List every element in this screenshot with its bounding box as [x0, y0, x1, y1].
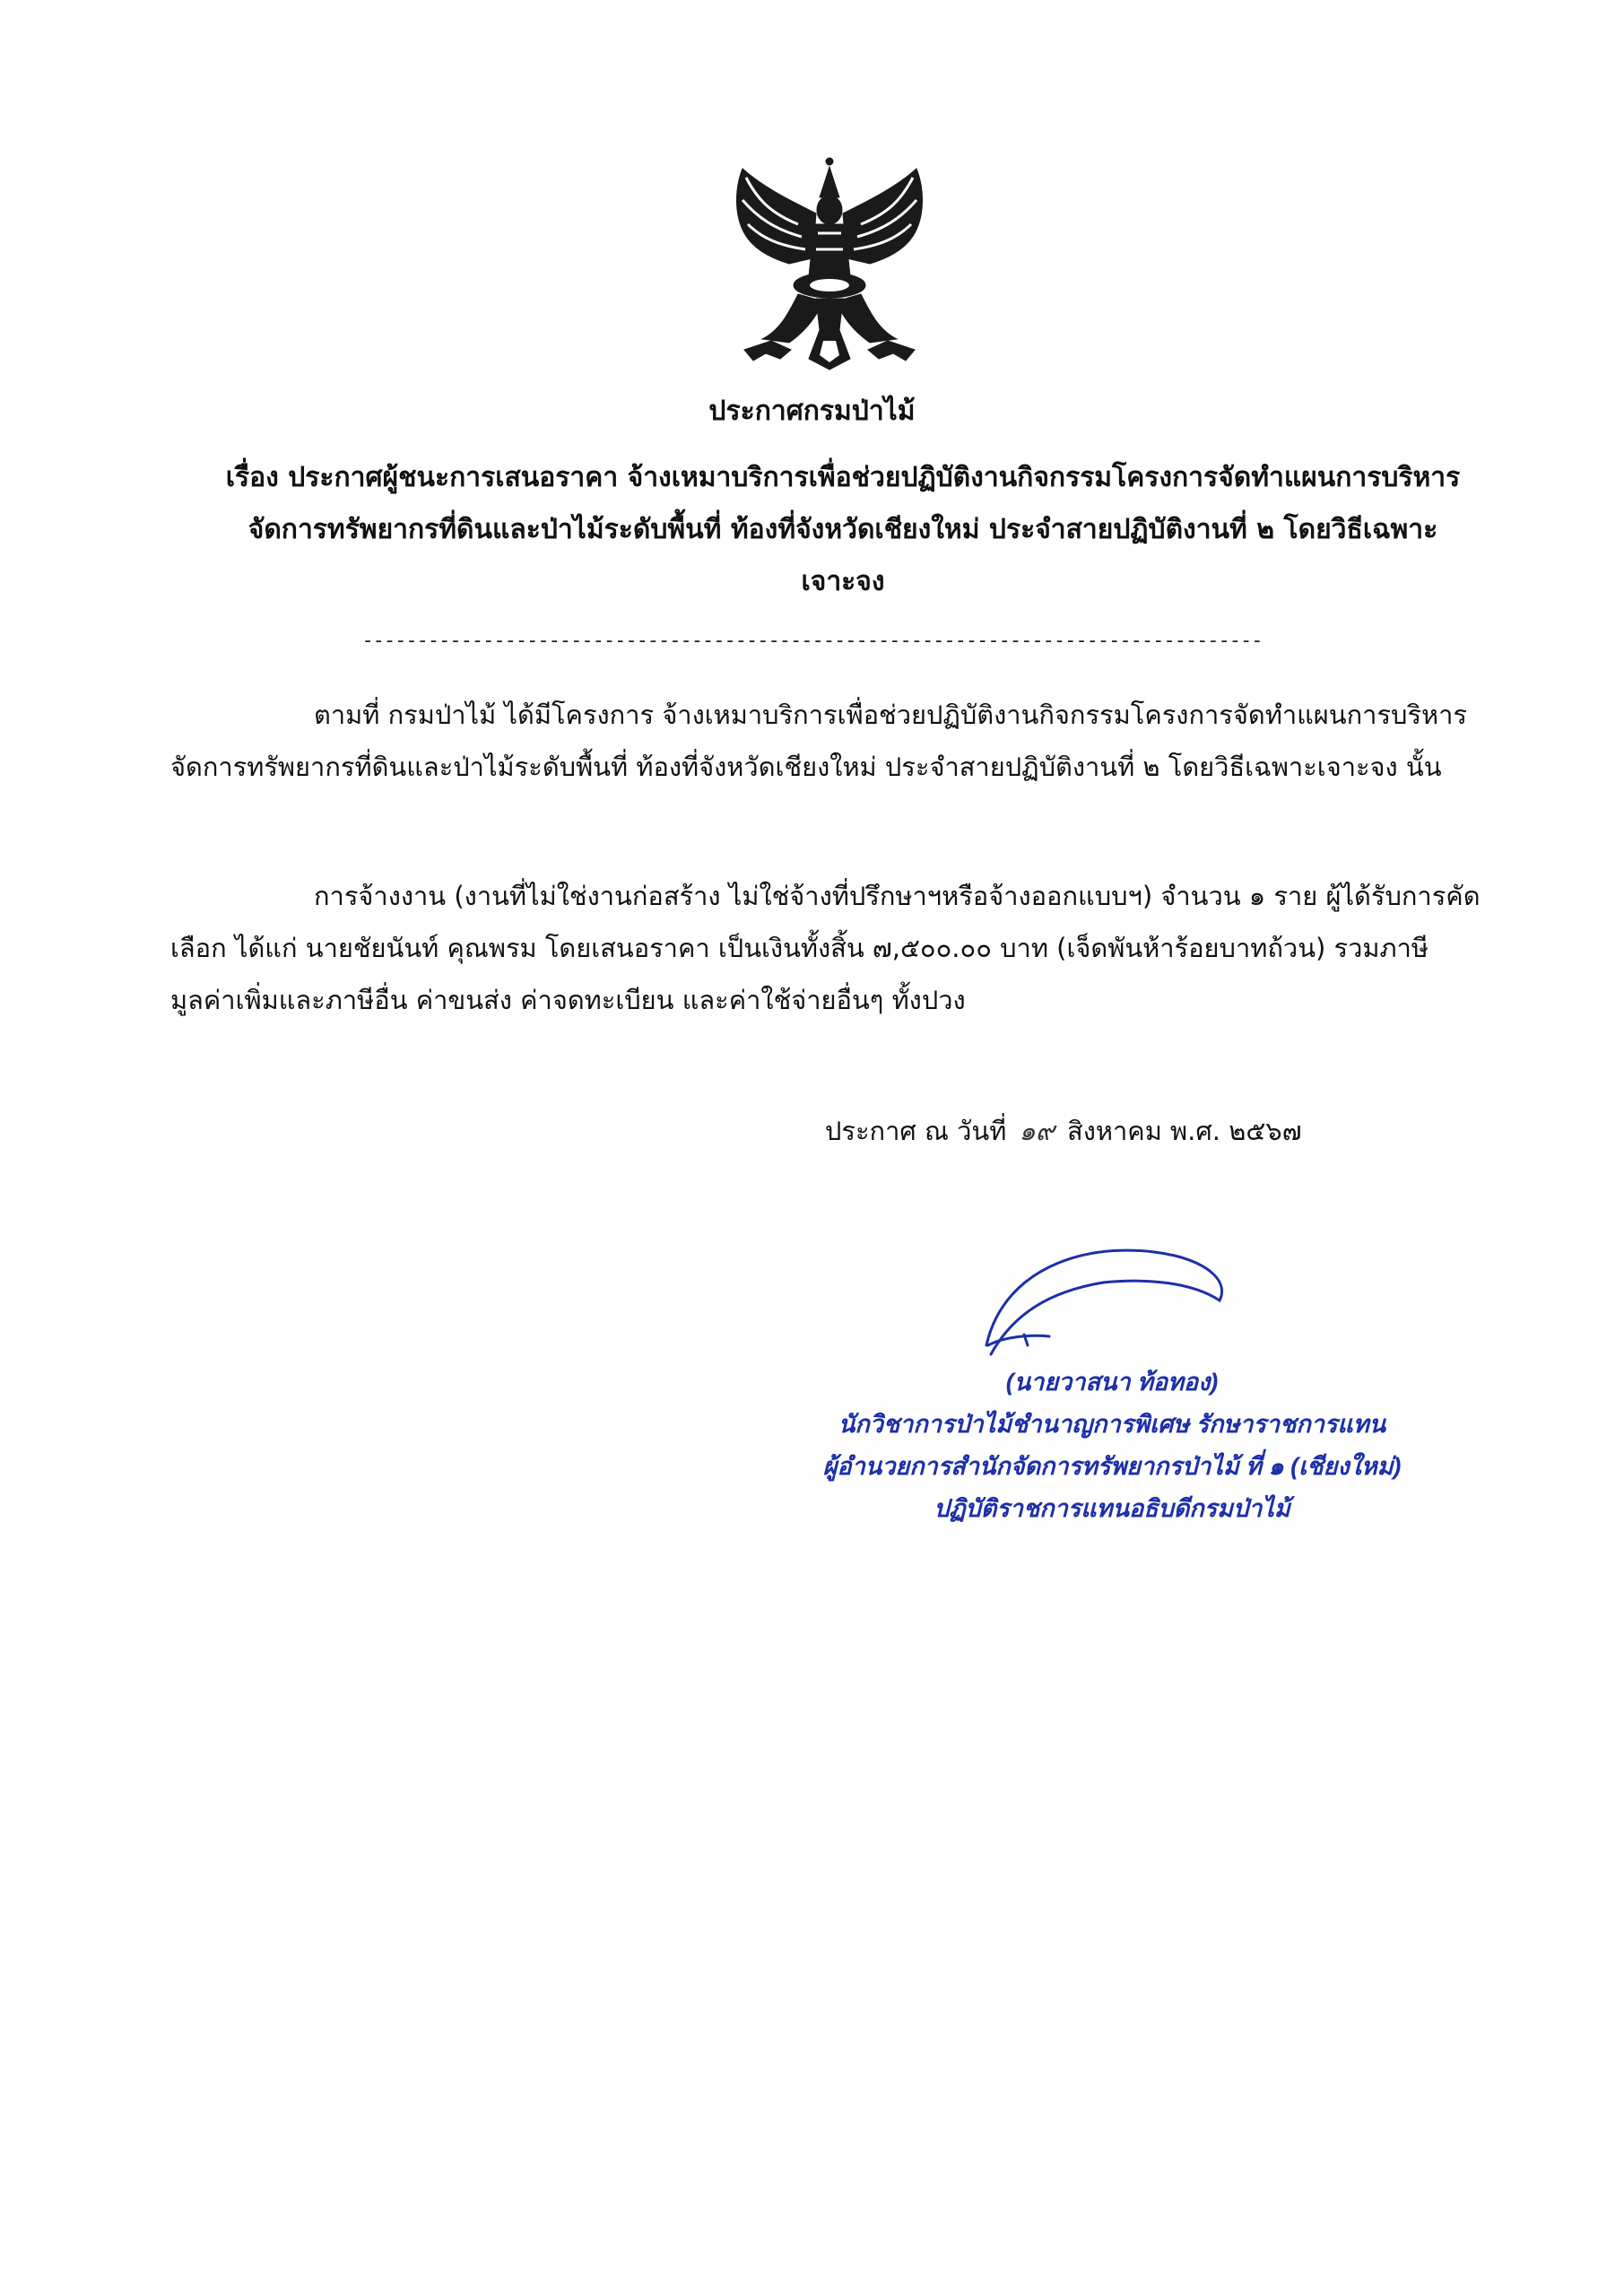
paragraph-text-1: ตามที่ กรมป่าไม้ ได้มีโครงการ จ้างเหมาบริการเพื่อช่วยปฏิบัติงานกิจกรรมโครงการจัดทำแผนการบริหารจัดการทรัพยากรที่ดินและป่าไม้ระดับพื้นที่ ท้องที่จังหวัดเชียงใหม่ ประจำสายปฏิบัติงานที่ ๒ โดยวิธีเฉพาะเจาะจง นั้น: [170, 700, 1467, 782]
handwritten-signature: [968, 1229, 1238, 1363]
paragraph-text-2: การจ้างงาน (งานที่ไม่ใช่งานก่อสร้าง ไม่ใช่จ้างที่ปรึกษาฯหรือจ้างออกแบบฯ) จำนวน ๑ ราย ผู้ได้รับการคัดเลือก ได้แก่ นายชัยนันท์ คุณพรม โดยเสนอราคา เป็นเงินทั้งสิ้น ๗,๕๐๐.๐๐ บาท (เจ็ดพันห้าร้อยบาทถ้วน) รวมภาษีมูลค่าเพิ่มและภาษีอื่น ค่าขนส่ง ค่าจดทะเบียน และค่าใช้จ่ายอื่นๆ ทั้งปวง: [170, 881, 1481, 1015]
signatory-position-2: ผู้อำนวยการสำนักจัดการทรัพยากรป่าไม้ ที่ ๑ (เชียงใหม่): [822, 1453, 1402, 1480]
announcement-date: [825, 1105, 1302, 1157]
garuda-emblem-icon: [726, 151, 933, 375]
document-title: ประกาศกรมป่าไม้: [708, 396, 916, 427]
date-prefix: ประกาศ ณ วันที่: [825, 1116, 1007, 1146]
body-paragraph-2: [170, 870, 1489, 1026]
signatory-position-1: นักวิชาการป่าไม้ชำนาญการพิเศษ รักษาราชการแทน: [838, 1411, 1386, 1438]
signatory-block: [771, 1361, 1453, 1530]
signatory-position-3: ปฏิบัติราชการแทนอธิบดีกรมป่าไม้: [934, 1495, 1290, 1522]
date-suffix: สิงหาคม พ.ศ. ๒๕๖๗: [1067, 1116, 1302, 1146]
signatory-name: (นายวาสนา ท้อทอง): [1005, 1369, 1219, 1396]
date-day: ๑๙: [1019, 1116, 1055, 1146]
document-subject: เรื่อง ประกาศผู้ชนะการเสนอราคา จ้างเหมาบริการเพื่อช่วยปฏิบัติงานกิจกรรมโครงการจัดทำแผนการบริหารจัดการทรัพยากรที่ดินและป่าไม้ระดับพื้นที่ ท้องที่จังหวัดเชียงใหม่ ประจำสายปฏิบัติงานที่ ๒ โดยวิธีเฉพาะเจาะจง: [225, 462, 1461, 597]
body-paragraph-1: [170, 689, 1489, 793]
divider-line: ----------------------------------------------------------------------------------: [361, 630, 1263, 652]
